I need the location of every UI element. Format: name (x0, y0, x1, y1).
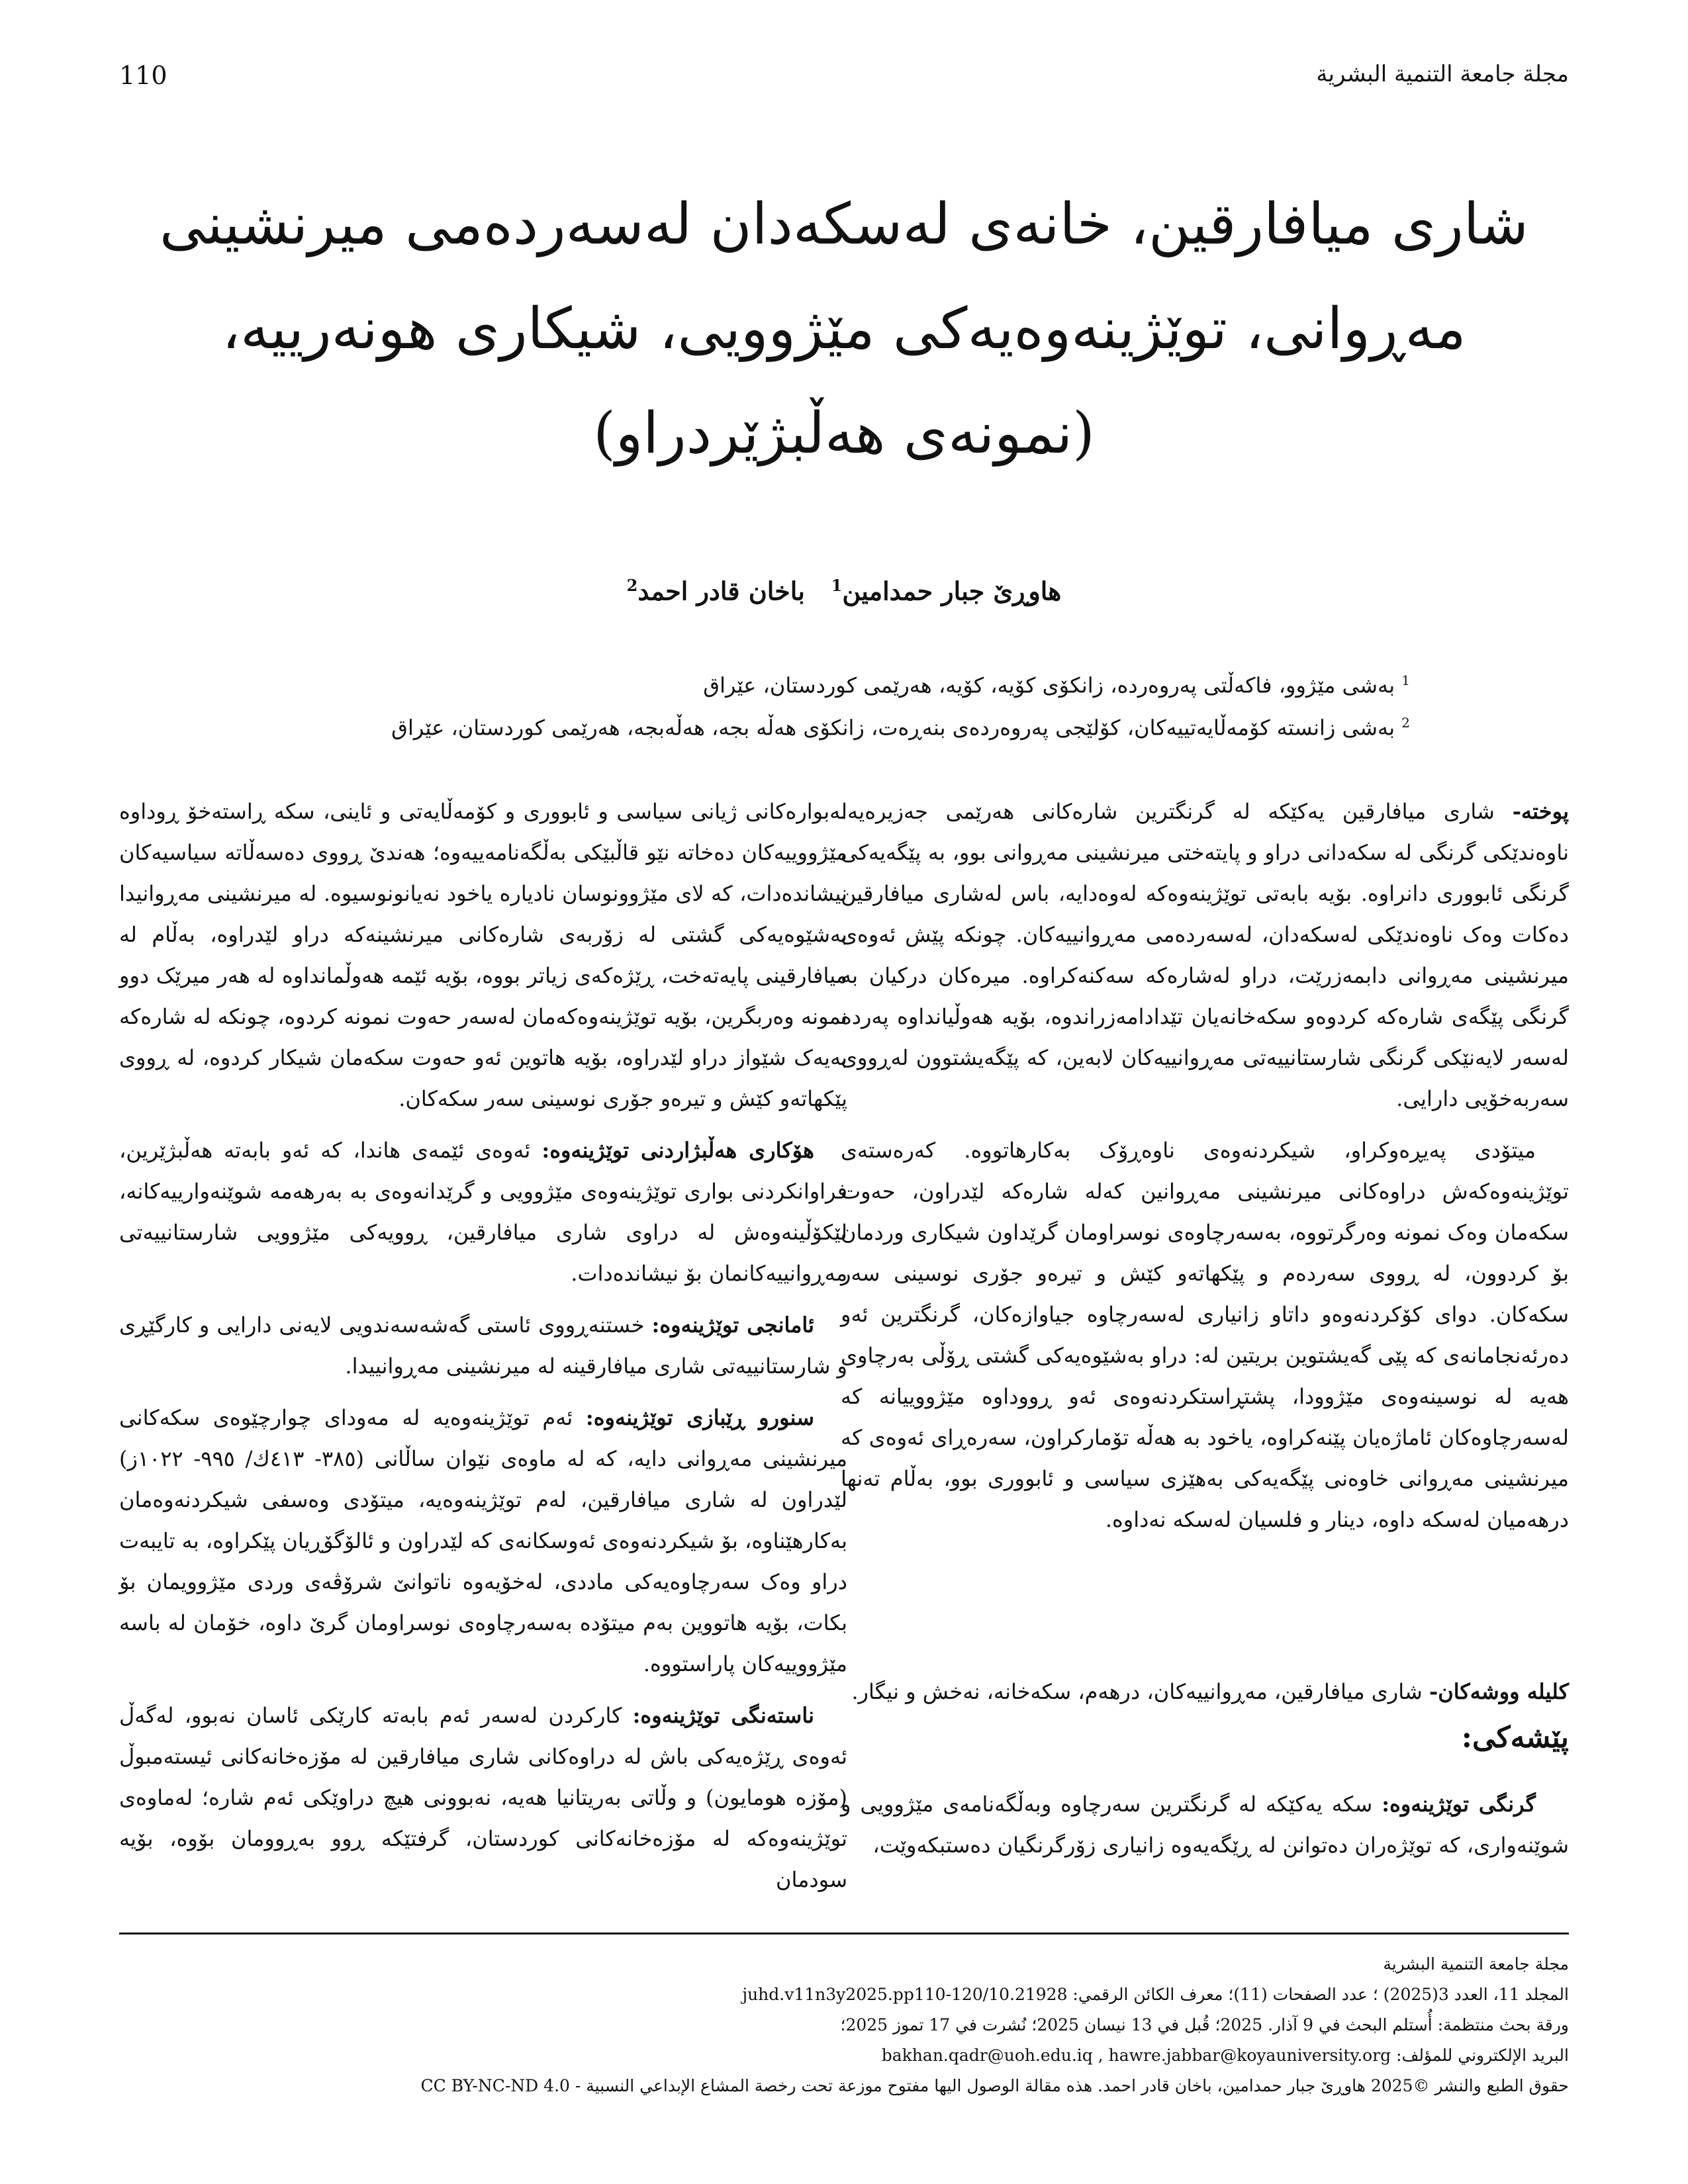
left-paragraph-reason (119, 1130, 847, 1294)
footer-copyright: حقوق الطبع والنشر ©2025 هاوڕێ جبار حمدامين، باخان قادر احمد. هذه مقالة الوصول اليها مفتوح موزعة تحت رخصة المشاع الإبداعي النسبية - CC BY-NC-ND 4.0 (420, 2076, 1569, 2095)
journal-name: مجلة جامعة التنمية البشرية (1316, 61, 1569, 87)
author-list (132, 576, 1556, 606)
title-line-1: شاری میافارقین، خانەی لەسکەدان لەسەردەمی میرنشینی (160, 191, 1528, 257)
affiliation-1 (199, 662, 1410, 704)
keywords-label: کلیلە ووشەکان- (1429, 1679, 1569, 1704)
introduction-paragraph (841, 1784, 1569, 1866)
aim-text: خستنەڕووی ئاستی گەشەسەندویی لایەنی دارایی و کارگێڕی و شارستانییەتی شاری میافارقینە لە میرنشینی مەڕوانییدا. (119, 1312, 847, 1379)
reason-text: ئەوەی ئێمەی هاندا، کە ئەو بابەتە هەڵبژێرین، فراوانکردنی بواری توێژینەوەی مێژوویی و گرێدانەوەی بە بەرهەمە شوێنەوارییەکانە، لێکۆڵینەوەش لە دراوی شاری میافارقین، ڕوویەکی مێژوویی شارستانییەتی مەڕوانییەکانمان بۆ نیشاندەدات. (119, 1138, 847, 1286)
aim-label: ئامانجی توێژینەوە: (651, 1312, 815, 1338)
left-paragraph-scope (119, 1397, 847, 1684)
article-title (146, 172, 1542, 486)
left-column (119, 791, 847, 1911)
affiliations (199, 662, 1410, 746)
left-paragraph-1: لەبوارەکانی ژیانی سیاسی و ئابووری و کۆمەڵایەتی و ئاینی، سکە ڕاستەخۆ ڕوداوە مێژووییەکان دەخاتە نێو قاڵبێکی بەڵگەنامەییەوە؛ هەندێ ڕووی دەسەڵاتە سیاسیەکان نیشاندەدات، کە لای مێژوونوسان نادیارە یاخود نەیانونوسیوە. لە میرنشینی مەڕوانیدا بەشێوەیەکی گشتی لە زۆربەی شارەکانی میرنشینەکە دراو لێدراوە، بەڵام لە میافارقینی پایەتەخت، ڕێژەکەی زیاتر بووە، بۆیە ئێمە هەوڵمانداوە لە هەر میرێک دوو نمونە وەربگرین، بۆیە توێژینەوەکەمان لەسەر حەوت نمونە کردوە، چونکە لە شارەکە بەیەک شێواز دراو لێدراوە، بۆیە هاتوین ئەو حەوت سکەمان شیکار کردوە، لە ڕووی پێکهاتەو کێش و تیرەو جۆری نوسینی سەر سکەکان. (119, 799, 847, 1111)
title-line-3: (نمونەی هەڵبژێردراو) (593, 400, 1095, 467)
footer-emails: البريد الإلكتروني للمؤلف: bakhan.qadr@uoh.edu.iq , hawre.jabbar@koyauniversity.org (881, 2046, 1569, 2065)
keywords (841, 1671, 1569, 1712)
abstract-label: پوختە- (1512, 799, 1570, 824)
obstacles-text: کارکردن لەسەر ئەم بابەتە کارێکی ئاسان نەبوو، لەگەڵ ئەوەی ڕێژەیەکی باش لە دراوەکانی شاری میافارقین لە مۆزەخانەکانی ئیستەمبوڵ (مۆزە هومایون) و وڵاتی بەریتانیا هەیە، نەبوونی هیچ دراوێکی ئەم شارە؛ لەماوەی توێژینەوەکە لە مۆزەخانەکانی کوردستان، گرفتێکە ڕوو بەڕوومان بۆوە، بۆیە سودمان (119, 1703, 847, 1892)
introduction-heading: پێشەکی: (1461, 1721, 1569, 1754)
reason-label: هۆکاری هەڵبژاردنی توێژینەوە: (541, 1138, 815, 1163)
footer-dates: ورقة بحث منتظمة: أُستلم البحث في 9 آذار. 2025؛ قُبل في 13 نيسان 2025؛ نُشرت في 17 تموز 2025؛ (840, 2015, 1569, 2034)
left-paragraph-obstacles (119, 1695, 847, 1900)
page-number: 110 (119, 61, 167, 90)
affiliation-1-mark: 1 (1401, 672, 1410, 688)
keywords-text: شاری میافارقین، مەڕوانییەکان، درهەم، سکەخانە، نەخش و نیگار. (851, 1679, 1423, 1704)
abstract-column (841, 791, 1569, 1551)
title-line-2: مەڕوانی، توێژینەوەیەکی مێژوویی، شیکاری هونەرییە، (222, 296, 1466, 362)
scope-text: ئەم توێژینەوەیە لە مەودای چوارچێوەی سکەکانی میرنشینی مەڕوانی دایە، کە لە ماوەی نێوان ساڵانی (٣٨٥- ٤١٣ك/ ٩٩٥- ١٠٢٢ز) لێدراون لە شاری میافارقین، لەم توێژینەوەیە، میتۆدی وەسفی شیکردنەوەمان بەکارهێناوە، بۆ شیکردنەوەی ئەوسکانەی کە لێدراون و ئالۆگۆڕیان پێکراوە، بە تایبەت دراو وەک سەرچاوەیەکی ماددی، لەخۆیەوە ناتوانێ شرۆڤەی وردی مێژوویمان بۆ بکات، بۆیە هاتووین بەم میتۆدە بەسەرچاوەی نوسراومان گرێ داوە، خۆمان لە باسە مێژووییەکان پاراستووە. (119, 1405, 848, 1676)
footer-volume-doi: المجلد 11، العدد 3(2025) ؛ عدد الصفحات (11)؛ معرف الكائن الرقمي: 10.21928/juhd.v11n3y2025.pp110-120 (742, 1985, 1569, 2004)
left-paragraph-aim (119, 1304, 847, 1387)
author-2-affil-mark: 2 (626, 576, 638, 595)
importance-text: سکە یەکێکە لە گرنگترین سەرچاوە وبەڵگەنامەی مێژوویی و شوێنەواری، کە توێژەران دەتوانن لە ڕێگەیەوە زانیاری زۆرگرنگیان دەستبکەوێت، (841, 1792, 1569, 1858)
affiliation-2-mark: 2 (1401, 714, 1410, 731)
author-1-affil-mark: 1 (831, 576, 843, 595)
abstract-paragraph-2: میتۆدی پەیڕەوکراو، شیکردنەوەی ناوەڕۆک بەکارهاتووە. کەرەستەی توێژینەوەکەش دراوەکانی میرنشینی مەڕوانین کەلە شارەکە لێدراون، حەوت سکەمان وەک نمونە وەرگرتووە، بەسەرچاوەی نوسراومان گرێداون شیکاری وردمان بۆ کردوون، لە ڕووی سەردەم و پێکهاتەو کێش و تیرەو جۆری نوسینی سەر سکەکان. دوای کۆکردنەوەو داتاو زانیاری لەسەرچاوە جیاوازەکان، گرنگترین ئەو دەرئەنجامانەی کە پێی گەیشتوین بریتین لە: دراو بەشێوەیەکی گشتی ڕۆڵی بەرچاوی هەیە لە نوسینەوەی مێژوودا، پشتڕاستکردنەوەی ئەو ڕووداوە مێژووییانە کە لەسەرچاوەکان ئاماژەیان پێنەکراوە، یاخود بە هەڵە تۆمارکراون، سەرەڕای ئەوەی کە میرنشینی مەڕوانی خاوەنی پێگەیەکی بەهێزی سیاسی و ئابووری بوو، بەڵام تەنها درهەمیان لەسکە داوە، دینار و فلسیان لەسکە نەداوە. (841, 1138, 1569, 1532)
affiliation-2 (199, 704, 1410, 747)
affiliation-1-text: بەشی مێژوو، فاکەڵتی پەروەردە، زانکۆی کۆیە، کۆیە، هەرێمی کوردستان، عێراق (703, 672, 1395, 698)
obstacles-label: ناستەنگی توێژینەوە: (632, 1703, 815, 1728)
author-2: باخان قادر احمد (637, 576, 805, 606)
scope-label: سنورو ڕێبازی توێژینەوە: (585, 1405, 815, 1430)
footer (119, 1949, 1569, 2101)
author-1: هاوڕێ جبار حمدامین (842, 576, 1062, 606)
affiliation-2-text: بەشی زانستە کۆمەڵایەتییەکان، کۆلێجی پەروەردەی بنەڕەت، زانکۆی هەڵە بجە، هەڵەبجە، هەرێمی کوردستان، عێراق (391, 715, 1395, 741)
footer-journal: مجلة جامعة التنمية البشرية (1383, 1954, 1569, 1974)
footer-divider (119, 1933, 1569, 1934)
abstract-paragraph-1 (841, 791, 1569, 1119)
abstract-text-1: شاری میافارقین یەکێکە لە گرنگترین شارەکانی هەرێمی جەزیرەیە. ناوەندێکی گرنگی لە سکەدانی دراو و پایتەختی میرنشینی مەڕوانی بوو، بە پێگەیەکی گرنگی ئابووری دانراوە. بۆیە بابەتی توێژینەوەکە لەوەدایە، باس لەشاری میافارقین دەکات وەک ناوەندێکی لەسکەدان، لەسەردەمی مەڕوانییەکان. چونکە پێش ئەوەی میرنشینی مەڕوانی دابمەزرێت، دراو لەشارەکە سەکنەکراوە. میرەکان درکیان بە گرنگی پێگەی شارەکە کردوەو سکەخانەیان تێدادامەزراندوە، بۆیە هەوڵیانداوە پەردە لەسەر لایەنێکی گرنگی شارستانییەتی مەڕوانییەکان لابەین، کە پێگەیشتوون لەڕووی سەربەخۆیی دارایی. (841, 799, 1569, 1111)
importance-label: گرنگی توێژینەوە: (1382, 1792, 1536, 1817)
